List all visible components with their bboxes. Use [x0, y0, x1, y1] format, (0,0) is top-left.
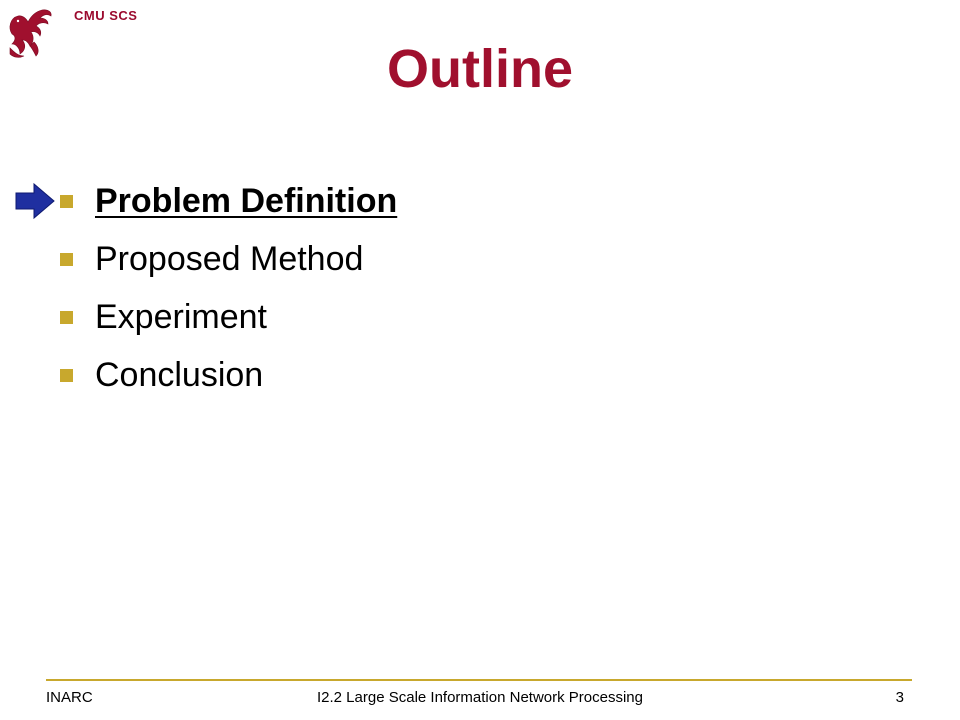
slide-title: Outline [387, 39, 573, 99]
bullet-label: Experiment [95, 297, 267, 336]
bullet-label: Proposed Method [95, 239, 364, 278]
bullet-label: Problem Definition [95, 181, 398, 220]
list-item-conclusion [60, 346, 397, 404]
square-bullet-icon [60, 311, 73, 324]
list-item-experiment [60, 288, 397, 346]
bullet-label: Conclusion [95, 355, 264, 394]
right-arrow-icon [14, 181, 56, 221]
outline-list [60, 172, 397, 404]
footer-left-text: INARC [46, 689, 93, 706]
org-label: CMU SCS [74, 8, 138, 23]
list-item-proposed-method [60, 230, 397, 288]
square-bullet-icon [60, 369, 73, 382]
list-item-problem-definition [60, 172, 397, 230]
page-number: 3 [895, 689, 904, 706]
square-bullet-icon [60, 253, 73, 266]
footer-divider [46, 679, 912, 681]
square-bullet-icon [60, 195, 73, 208]
footer-title: I2.2 Large Scale Information Network Processing [317, 689, 643, 706]
